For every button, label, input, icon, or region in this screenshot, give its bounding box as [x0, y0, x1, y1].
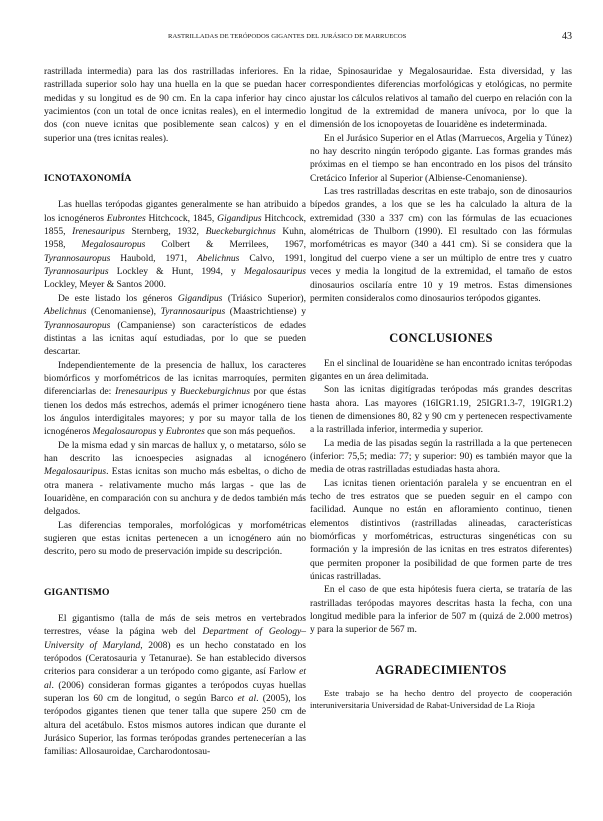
running-title: RASTRILLADAS DE TERÓPODOS GIGANTES DEL JURÁSICO DE MARRUECOS	[168, 33, 407, 40]
intro-paragraph: rastrillada intermedia) para las dos rastrilladas inferiores. En la rastrillada superior solo hay una huella en la que se puedan hacer medidas y su longitud es de 90 cm. En la capa inferior hay cinco yacimientos (con un total de once icnitas reales), en el intermedio dos (con nueve icnitas que posiblemente sean calcos) y en el superior una (tres icnitas reales).	[44, 66, 306, 144]
page-number: 43	[562, 31, 572, 42]
paragraph-hallux: Independientemente de la presencia de hallux, los caracteres biomórficos y morfométricos de las icnitas marroquíes, permiten diferenciarlas de: Irenesauripus y Bueckeburgichnus por que éstas tienen los dedos más estrechos, además el primer icnogénero tiene los ángulos interdigitales mayores; y por su mayor talla de los icnogéneros Megalosauropus y Eubrontes que son más pequeños.	[44, 359, 306, 438]
conclusion-paragraph: En el caso de que esta hipótesis fuera cierta, se trataría de las rastrilladas terópodas mayores descritas hasta la fecha, con una longitud medible para la inferior de 507 m (quizá de 2.000 metros) y para la superior de 567 m.	[310, 584, 572, 636]
conclusion-paragraph: Las icnitas tienen orientación paralela y se encuentran en el techo de tres estratos que se pueden seguir en el campo con facilidad. Aunque no están en afloramiento continuo, tienen elementos distintivos (rastrilladas alineadas, características biomórficas y morfométricas, estructuras singenéticas con su formación y la impresión de las icnitas en tres estratos diferentes) que permiten proponer la posibilidad de que formen parte de tres únicas rastrilladas.	[310, 477, 572, 583]
right-column	[310, 65, 572, 711]
page-header	[0, 33, 603, 47]
conclusion-paragraph: La media de las pisadas según la rastrillada a la que pertenecen (inferior: 75,5; media: 77; y superior: 90) es también mayor que la media de otras rastrilladas estudiadas hasta ahora.	[310, 437, 572, 476]
section-heading-conclusiones: CONCLUSIONES	[389, 331, 493, 346]
paragraph-misma-edad: De la misma edad y sin marcas de hallux y, o metatarso, sólo se han descrito las icnoespecies asignadas al icnogénero Megalosauripus. Estas icnitas son mucho más esbeltas, o dicho de otra manera - relativamente mucho más largas - que las de Iouaridène, en comparación con su anchura y de dedos también más delgados.	[44, 439, 306, 518]
paragraph-atlas: En el Jurásico Superior en el Atlas (Marruecos, Argelia y Túnez) no hay descrito ningún terópodo gigante. Las formas grandes más próximas en el tiempo se han encontrado en los pisos del tránsito Cretácico Inferior al Superior (Albiense-Cenomaniense).	[310, 132, 572, 184]
paragraph-diferencias: Las diferencias temporales, morfológicas y morfométricas sugieren que estas icnitas pertenecen a un icnogénero aún no descrito, pero su modo de preservación impide su descripción.	[44, 519, 306, 558]
left-column	[44, 65, 306, 759]
section-heading-gigantismo: GIGANTISMO	[44, 586, 110, 598]
paragraph-gigantismo: El gigantismo (talla de más de seis metros en vertebrados terrestres, véase la página web del Department of Geology–University of Maryland, 2008) es un hecho constatado en los terópodos (Ceratosauria y Tetanurae). Se han establecido diversos criterios para considerar a un terópodo como gigante, así Farlow et al. (2006) consideran formas gigantes a terópodos cuyas huellas superan los 60 cm de longitud, o según Barco et al. (2005), los terópodos gigantes tienen que tener talla que supere 250 cm de altura del acetábulo. Estos mismos autores indican que durante el Jurásico Superior, las formas terópodas grandes pertenecerían a las familias: Allosauroidae, Carcharodontosau-	[44, 613, 307, 758]
continuation-paragraph: ridae, Spinosauridae y Megalosauridae. Esta diversidad, y las correspondientes diferencias morfológicas y etológicas, no permite ajustar los cálculos relativos al tamaño del cuerpo en relación con la longitud de la extremidad de manera unívoca, por lo que la dimensión de los icnopoyetas de Iouaridène es indeterminada.	[310, 66, 572, 131]
paragraph-icnogeneros: Las huellas terópodas gigantes generalmente se han atribuido a los icnogéneros Eubrontes Hitchcock, 1845, Gigandipus Hitchcock, 1855, Irenesauripus Sternberg, 1932, Bueckeburgichnus Kuhn, 1958, Megalosauropus Colbert & Merrilees, 1967, Tyrannosauropus Haubold, 1971, Abelichnus Calvo, 1991, Tyrannosauripus Lockley & Hunt, 1994, y Megalosauripus Lockley, Meyer & Santos 2000.	[44, 199, 306, 291]
paragraph-listado: De este listado los géneros Gigandipus (Triásico Superior), Abelichnus (Cenomaniense), Tyrannosauripus (Maastrichtiense) y Tyrannosauropus (Campaniense) son característicos de edades distintas a las icnitas aquí estudiadas, por lo que se pueden descartar.	[44, 292, 307, 358]
section-heading-icnotaxonomia: ICNOTAXONOMÍA	[44, 173, 132, 185]
conclusion-paragraph: Son las icnitas digitígradas terópodas más grandes descritas hasta ahora. Las mayores (16IGR1.19, 25IGR1.3-7, 19IGR1.2) tienen de dimensiones 80, 82 y 90 cm y pertenecen respectivamente a la rastrillada inferior, intermedia y superior.	[310, 384, 572, 436]
acknowledgements-paragraph: Este trabajo se ha hecho dentro del proyecto de cooperación interuniversitaria Universidad de Rabat-Universidad de La Rioja	[310, 688, 572, 711]
section-heading-agradecimientos: AGRADECIMIENTOS	[375, 662, 507, 677]
paragraph-tres-rastrilladas: Las tres rastrilladas descritas en este trabajo, son de dinosaurios bípedos grandes, a los que se les ha calculado la altura de la extremidad (330 a 337 cm) con las fórmulas de las ecuaciones alométricas de Thulborn (1990). El resultado con las fórmulas morfométricas es mayor (340 a 441 cm). Si se considera que la longitud del cuerpo viene a ser un múltiplo de entre tres y cuatro veces y media la longitud de la extremidad, el tamaño de estos dinosaurios oscilaría entre 10 y 19 metros. Estas dimensiones permiten consideralos como dinosaurios terópodos gigantes.	[310, 186, 572, 304]
conclusion-paragraph: En el sinclinal de Iouaridène se han encontrado icnitas terópodas gigantes en un área delimitada.	[310, 357, 572, 382]
